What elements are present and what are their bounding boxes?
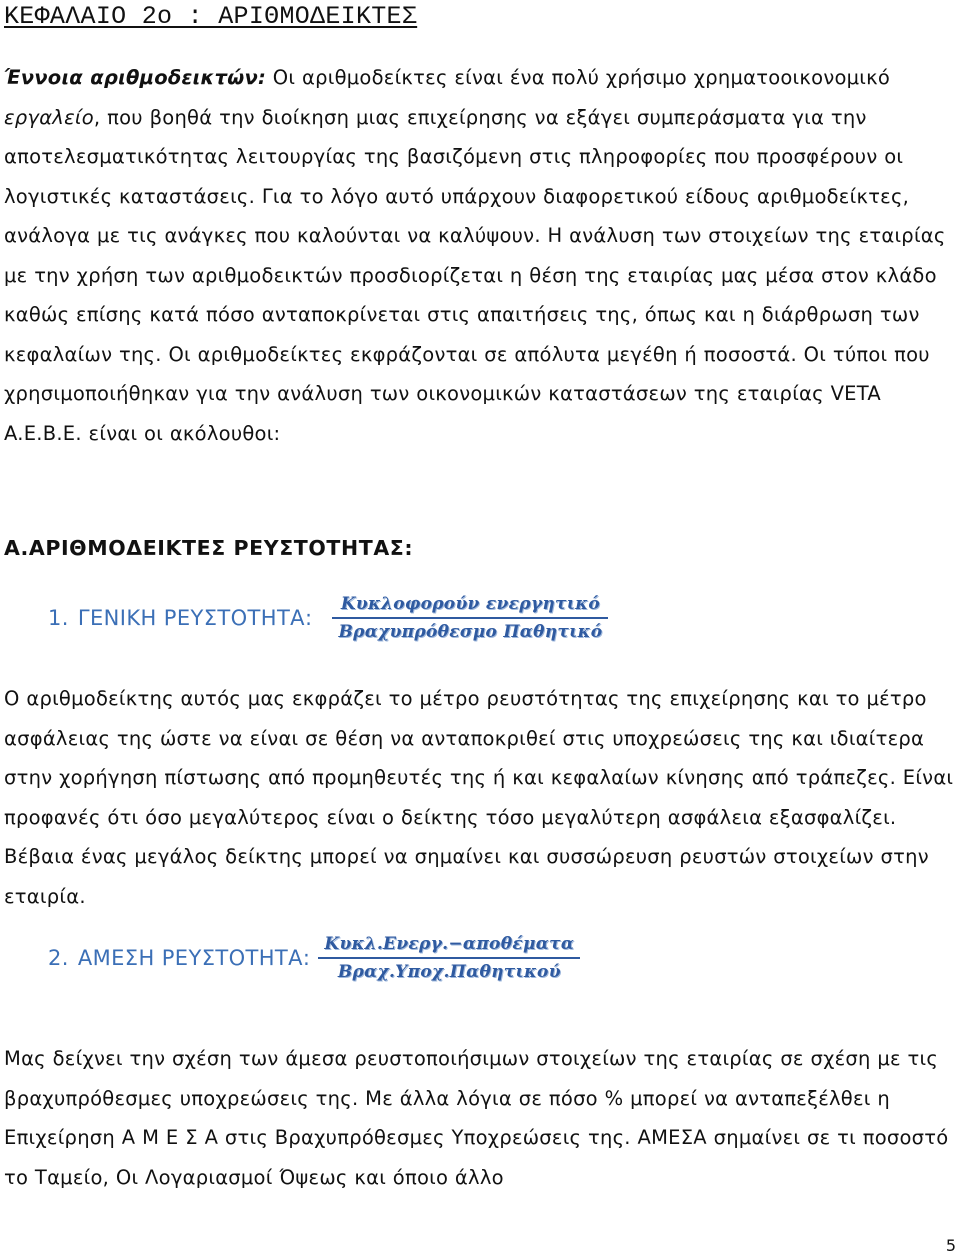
intro-emphasis: εργαλείο bbox=[4, 105, 94, 129]
formula-denominator: Βραχ.Υποχ.Παθητικού bbox=[337, 962, 561, 982]
ratio-number: 1. bbox=[48, 606, 69, 630]
section-heading-liquidity: Α.ΑΡΙΘΜΟΔΕΙΚΤΕΣ ΡΕΥΣΤΟΤΗΤΑΣ: bbox=[4, 536, 414, 560]
ratio-number: 2. bbox=[48, 946, 69, 970]
ratio-description: Μας δείχνει την σχέση των άμεσα ρευστοποιήσιμων στοιχείων της εταιρίας σε σχέση με τις βραχυπρόθεσμες υποχρεώσεις της. Με άλλα λόγια σε πόσο % μπορεί να ανταπεξέλθει η Επιχείρηση Α Μ Ε Σ Α στις Βραχυπρόθεσμες Υποχρεώσεις της. ΑΜΕΣΑ σημαίνει σε τι ποσοστό το Ταμείο, Οι Λογαριασμοί Όψεως και όποιο άλλο bbox=[4, 1047, 949, 1189]
ratio-quick-liquidity bbox=[48, 934, 580, 982]
formula-numerator: Κυκλ.Ενεργ.−αποθέματα bbox=[324, 934, 575, 954]
intro-text-b: , που βοηθά την διοίκηση μιας επιχείρησης να εξάγει συμπεράσματα για την αποτελεσματικότητας λειτουργίας της βασιζόμενη στις πληροφορίες που προσφέρουν οι λογιστικές καταστάσεις. Για το λόγο αυτό υπάρχουν διαφορετικού είδους αριθμοδείκτες, ανάλογα με τις ανάγκες που καλούνται να καλύψουν. Η ανάλυση των στοιχείων της εταιρίας με την χρήση των αριθμοδεικτών προσδιορίζεται η θέση της εταιρίας μας μέσα στον κλάδο καθώς επίσης κατά πόσο ανταποκρίνεται στις απαιτήσεις της, όπως και η διάρθρωση των κεφαλαίων της. Οι αριθμοδείκτες εκφράζονται σε απόλυτα μεγέθη ή ποσοστά. Οι τύποι που χρησιμοποιήθηκαν για την ανάλυση των οικονομικών καταστάσεων της εταιρίας VETA A.E.B.E. είναι οι ακόλουθοι: bbox=[4, 105, 946, 445]
ratio-general-liquidity bbox=[48, 594, 608, 642]
ratio-description: Ο αριθμοδείκτης αυτός μας εκφράζει το μέτρο ρευστότητας της επιχείρησης και το μέτρο ασφάλειας της ώστε να είναι σε θέση να ανταποκριθεί στις υποχρεώσεις της και ιδιαίτερα στην χορήγηση πίστωσης από προμηθευτές της ή και κεφαλαίων κίνησης από τράπεζες. Είναι προφανές ότι όσο μεγαλύτερος είναι ο δείκτης τόσο μεγαλύτερη ασφάλεια εξασφαλίζει. Βέβαια ένας μεγάλος δείκτης μπορεί να σημαίνει και συσσώρευση ρευστών στοιχείων στην εταιρία. bbox=[4, 687, 954, 908]
ratio-title bbox=[48, 946, 310, 970]
intro-term: Έννοια αριθμοδεικτών: bbox=[4, 66, 267, 89]
ratio-formula bbox=[318, 934, 580, 982]
chapter-title: ΚΕΦΑΛΑΙΟ 2ο : ΑΡΙΘΜΟΔΕΙΚΤΕΣ bbox=[4, 2, 418, 31]
formula-denominator: Βραχυπρόθεσμο Παθητικό bbox=[338, 622, 603, 642]
intro-text-a: Οι αριθμοδείκτες είναι ένα πολύ χρήσιμο χρηματοοικονομικό bbox=[266, 66, 891, 89]
formula-numerator: Κυκλοφορούν ενεργητικό bbox=[340, 594, 600, 614]
ratio-formula bbox=[332, 594, 608, 642]
ratio-name: ΓΕΝΙΚΗ ΡΕΥΣΤΟΤΗΤΑ: bbox=[77, 606, 313, 630]
ratio-name: ΑΜΕΣΗ ΡΕΥΣΤΟΤΗΤΑ: bbox=[77, 946, 311, 970]
ratio-title bbox=[48, 606, 312, 630]
intro-paragraph bbox=[4, 58, 954, 453]
page-number: 5 bbox=[945, 1236, 956, 1255]
